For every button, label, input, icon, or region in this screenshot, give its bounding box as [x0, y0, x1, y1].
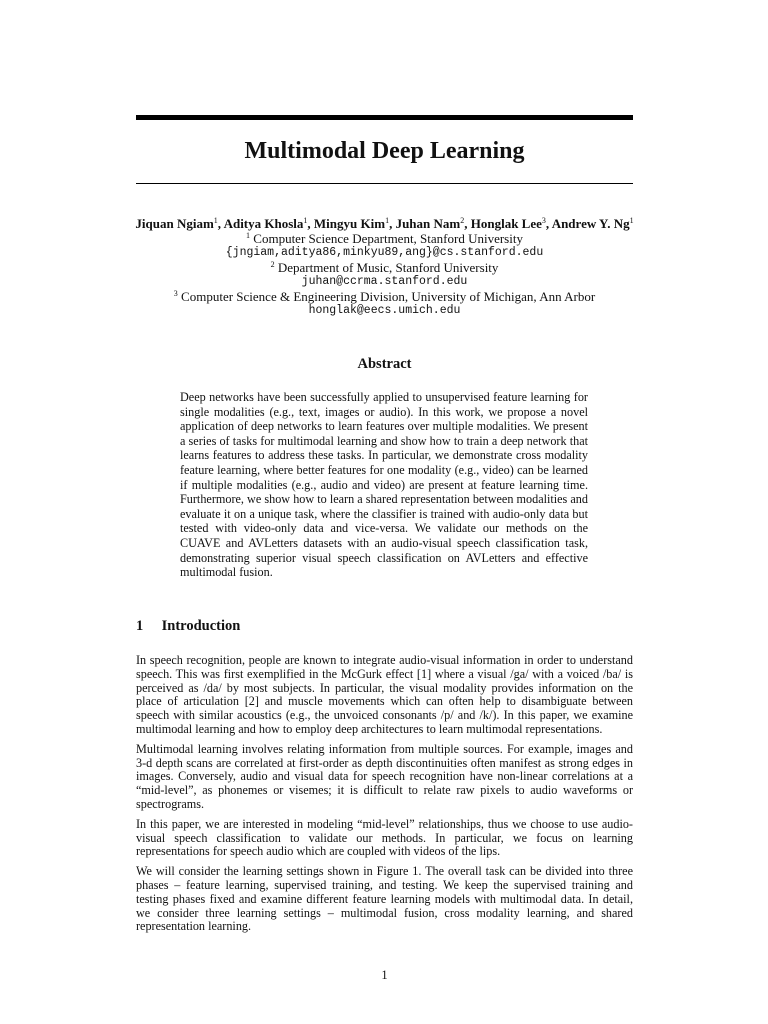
paragraph: In this paper, we are interested in modeling “mid-level” relationships, thus we choose to use audio-visual speech classification to validate our methods. In particular, we focus on learning representations for speech audio which are coupled with videos of the lips. [136, 816, 633, 859]
author-name: Jiquan Ngiam [135, 216, 214, 231]
author-affiliation-mark: 1 [629, 216, 634, 225]
affiliation [120, 261, 649, 276]
author-name: Juhan Nam [395, 216, 461, 231]
abstract-heading: Abstract [357, 356, 412, 372]
affiliation-mark: 1 [246, 230, 251, 240]
affiliation [120, 290, 649, 305]
paragraph: We will consider the learning settings shown in Figure 1. The overall task can be divided into three phases – feature learning, supervised training, and testing. We keep the supervised training and testing phases fixed and examine different feature learning models with multimodal data. In detail, we consider three learning settings – multimodal fusion, cross modality learning, and shared representation learning. [136, 864, 633, 934]
author-name: Aditya Khosla [223, 216, 304, 231]
section-heading [136, 618, 633, 635]
abstract-text: Deep networks have been successfully applied to unsupervised feature learning for single modalities (e.g., text, images or audio). In this work, we propose a novel application of deep networks to learn features over multiple modalities. We present a series of tasks for multimodal learning and show how to train a deep network that learns features to address these tasks. In particular, we demonstrate cross modality feature learning, where better features for one modality (e.g., video) can be learned if multiple modalities (e.g., audio and video) are present at feature learning time. Furthermore, we show how to learn a shared representation between modalities and evaluate it on a unique task, where the classifier is trained with audio-only data but tested with video-only data and vice-versa. We validate our methods on the CUAVE and AVLetters datasets with an audio-visual speech classification task, demonstrating superior visual speech classification on AVLetters and effective multimodal fusion. [180, 390, 588, 580]
author-name: Mingyu Kim [313, 216, 386, 231]
affiliation-text: Computer Science Department, Stanford University [253, 230, 523, 246]
section-title: Introduction [161, 618, 241, 634]
title-bottom-rule [136, 183, 633, 184]
page-number: 1 [381, 968, 388, 982]
affiliation-email: {jngiam,aditya86,minkyu89,ang}@cs.stanford.edu [225, 246, 544, 259]
paragraph: In speech recognition, people are known to integrate audio-visual information in order to understand speech. This was first exemplified in the McGurk effect [1] where a visual /ga/ with a voiced /ba/ is perceived as /da/ by most subjects. In particular, the visual modality provides information on the place of articulation [2] and muscle movements which can often help to disambiguate between speech with similar acoustics (e.g., the unvoiced consonants /p/ and /k/). In this paper, we examine multimodal learning and how to employ deep architectures to learn multimodal representations. [136, 653, 633, 736]
author-name: Andrew Y. Ng [551, 216, 630, 231]
author-affiliation-mark: 1 [303, 216, 308, 225]
affiliation-mark: 3 [173, 288, 178, 298]
author-block [120, 217, 649, 319]
paper-title: Multimodal Deep Learning [244, 138, 525, 164]
affiliation-text: Computer Science & Engineering Division, University of Michigan, Ann Arbor [181, 288, 596, 304]
title-top-rule [136, 115, 633, 120]
author-affiliation-mark: 3 [541, 216, 546, 225]
author-affiliation-mark: 1 [385, 216, 390, 225]
introduction-body [136, 654, 633, 940]
author-affiliation-mark: 1 [213, 216, 218, 225]
affiliation-email: juhan@ccrma.stanford.edu [301, 275, 468, 288]
affiliation-email: honglak@eecs.umich.edu [308, 304, 461, 317]
affiliation-text: Department of Music, Stanford University [277, 259, 499, 275]
paragraph: Multimodal learning involves relating information from multiple sources. For example, images and 3-d depth scans are correlated at first-order as depth discontinuities often manifest as strong edges in images. Conversely, audio and visual data for speech recognition have non-linear correlations at a “mid-level”, as phonemes or visemes; it is difficult to relate raw pixels to audio waveforms or spectrograms. [136, 741, 633, 811]
affiliation [120, 232, 649, 247]
affiliation-mark: 2 [270, 259, 275, 269]
section-number: 1 [136, 618, 144, 634]
author-name: Honglak Lee [470, 216, 542, 231]
author-affiliation-mark: 2 [460, 216, 465, 225]
author-list: Jiquan Ngiam$^1$, Aditya Khosla$^1$, Mingyu Kim$^1$, Juhan Nam$^2$, Honglak Lee$^3$, Andrew Y. Ng$^1$ [135, 216, 634, 231]
